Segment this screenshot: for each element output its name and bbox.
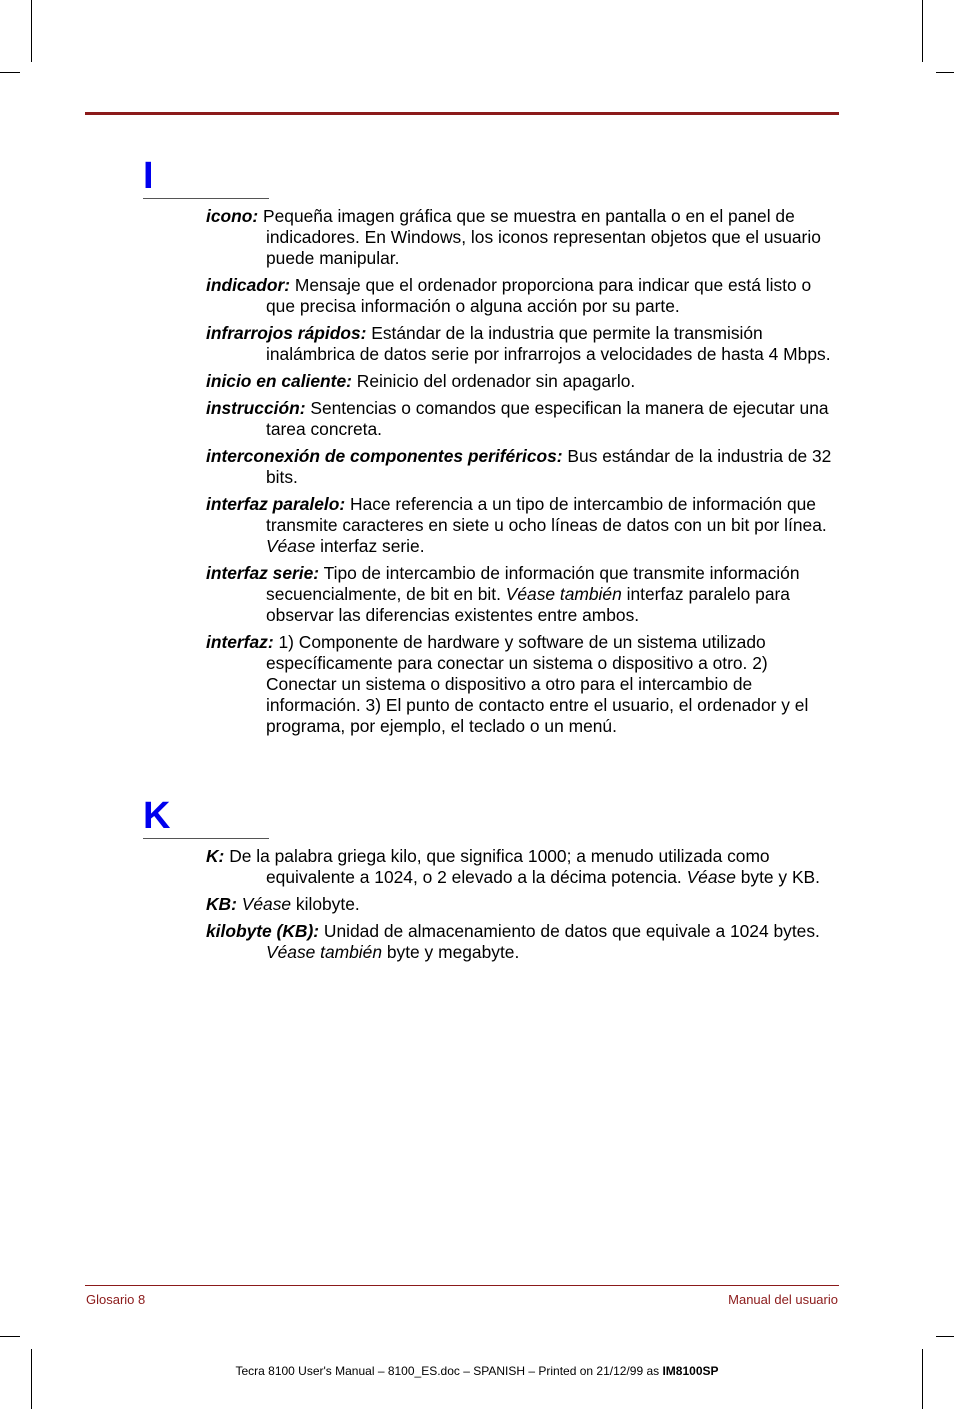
section-letter-i: I	[143, 155, 154, 197]
definition-text: Tipo de intercambio de información que transmite información secuencialmente, de bit en bit.	[266, 563, 800, 604]
cross-reference: Véase	[266, 536, 316, 556]
cross-reference: Véase también	[266, 942, 383, 962]
cross-reference: Véase	[241, 894, 292, 914]
definition-text: byte y megabyte.	[382, 942, 520, 962]
definition-text: Sentencias o comandos que especifican la manera de ejecutar una tarea concreta.	[266, 398, 829, 439]
glossary-term: indicador:	[206, 275, 291, 295]
header-rule	[85, 112, 839, 115]
crop-mark	[31, 0, 32, 62]
glossary-term: icono:	[206, 206, 259, 226]
print-info	[0, 1364, 954, 1378]
crop-mark	[922, 0, 923, 62]
cross-reference: Véase	[686, 867, 736, 887]
glossary-term: kilobyte (KB):	[206, 921, 320, 941]
glossary-entry	[206, 323, 838, 365]
footer-page-label: Glosario 8	[86, 1292, 146, 1307]
glossary-term: instrucción:	[206, 398, 306, 418]
definition-text: 1) Componente de hardware y software de un sistema utilizado específicamente para conectar un sistema o dispositivo a otro. 2) Conectar un sistema o dispositivo a otro para el intercambio de información. 3) El punto de contacto entre el usuario, el ordenador y el programa, por ejemplo, el teclado o un menú.	[266, 632, 809, 736]
glossary-entry	[206, 494, 838, 557]
glossary-entry	[206, 371, 838, 392]
footer-rule	[85, 1285, 839, 1286]
section-rule	[143, 838, 269, 839]
footer-manual-label: Manual del usuario	[728, 1292, 838, 1307]
definition-text: Mensaje que el ordenador proporciona para indicar que está listo o que precisa información o alguna acción por su parte.	[266, 275, 812, 316]
definition-text: Unidad de almacenamiento de datos que equivale a 1024 bytes.	[319, 921, 820, 941]
crop-mark	[936, 1336, 954, 1337]
definition-text: interfaz paralelo para observar las diferencias existentes entre ambos.	[266, 584, 790, 625]
print-info-text: Tecra 8100 User's Manual – 8100_ES.doc – SPANISH – Printed on 21/12/99 as	[235, 1364, 663, 1378]
crop-mark	[31, 1349, 32, 1409]
glossary-term: infrarrojos rápidos:	[206, 323, 367, 343]
glossary-entry	[206, 846, 838, 888]
definition-text: Hace referencia a un tipo de intercambio de información que transmite caracteres en siete u ocho líneas de datos con un bit por línea.	[266, 494, 827, 535]
definition-text: Pequeña imagen gráfica que se muestra en pantalla o en el panel de indicadores. En Windows, los iconos representan objetos que el usuario puede manipular.	[258, 206, 821, 268]
crop-mark	[936, 72, 954, 73]
glossary-entry	[206, 398, 838, 440]
section-rule	[143, 198, 269, 199]
crop-mark	[0, 72, 20, 73]
glossary-entry	[206, 632, 838, 737]
glossary-entry	[206, 206, 838, 269]
glossary-entry	[206, 563, 838, 626]
crop-mark	[922, 1349, 923, 1409]
glossary-entry	[206, 921, 838, 963]
glossary-term: inicio en caliente:	[206, 371, 352, 391]
glossary-term: interfaz:	[206, 632, 274, 652]
definition-text: byte y KB.	[735, 867, 820, 887]
definition-text: Bus estándar de la industria de 32 bits.	[266, 446, 832, 487]
glossary-entry	[206, 275, 838, 317]
glossary-entry	[206, 446, 838, 488]
glossary-term: K:	[206, 846, 225, 866]
glossary-entry	[206, 894, 838, 915]
glossary-term: KB:	[206, 894, 237, 914]
glossary-term: interconexión de componentes periféricos:	[206, 446, 563, 466]
glossary-term: interfaz paralelo:	[206, 494, 346, 514]
definition-text: Reinicio del ordenador sin apagarlo.	[351, 371, 636, 391]
crop-mark	[0, 1336, 20, 1337]
glossary-term: interfaz serie:	[206, 563, 320, 583]
cross-reference: Véase también	[505, 584, 622, 604]
section-letter-k: K	[143, 795, 171, 837]
definition-text: interfaz serie.	[315, 536, 425, 556]
definition-text: De la palabra griega kilo, que significa 1000; a menudo utilizada como equivalente a 1024, o 2 elevado a la décima potencia.	[224, 846, 770, 887]
print-info-code: IM8100SP	[662, 1364, 719, 1378]
definition-text: Estándar de la industria que permite la transmisión inalámbrica de datos serie por infrarrojos a velocidades de hasta 4 Mbps.	[266, 323, 831, 364]
definition-text: kilobyte.	[291, 894, 360, 914]
glossary-entries-k	[206, 846, 838, 969]
glossary-entries-i	[206, 206, 838, 743]
